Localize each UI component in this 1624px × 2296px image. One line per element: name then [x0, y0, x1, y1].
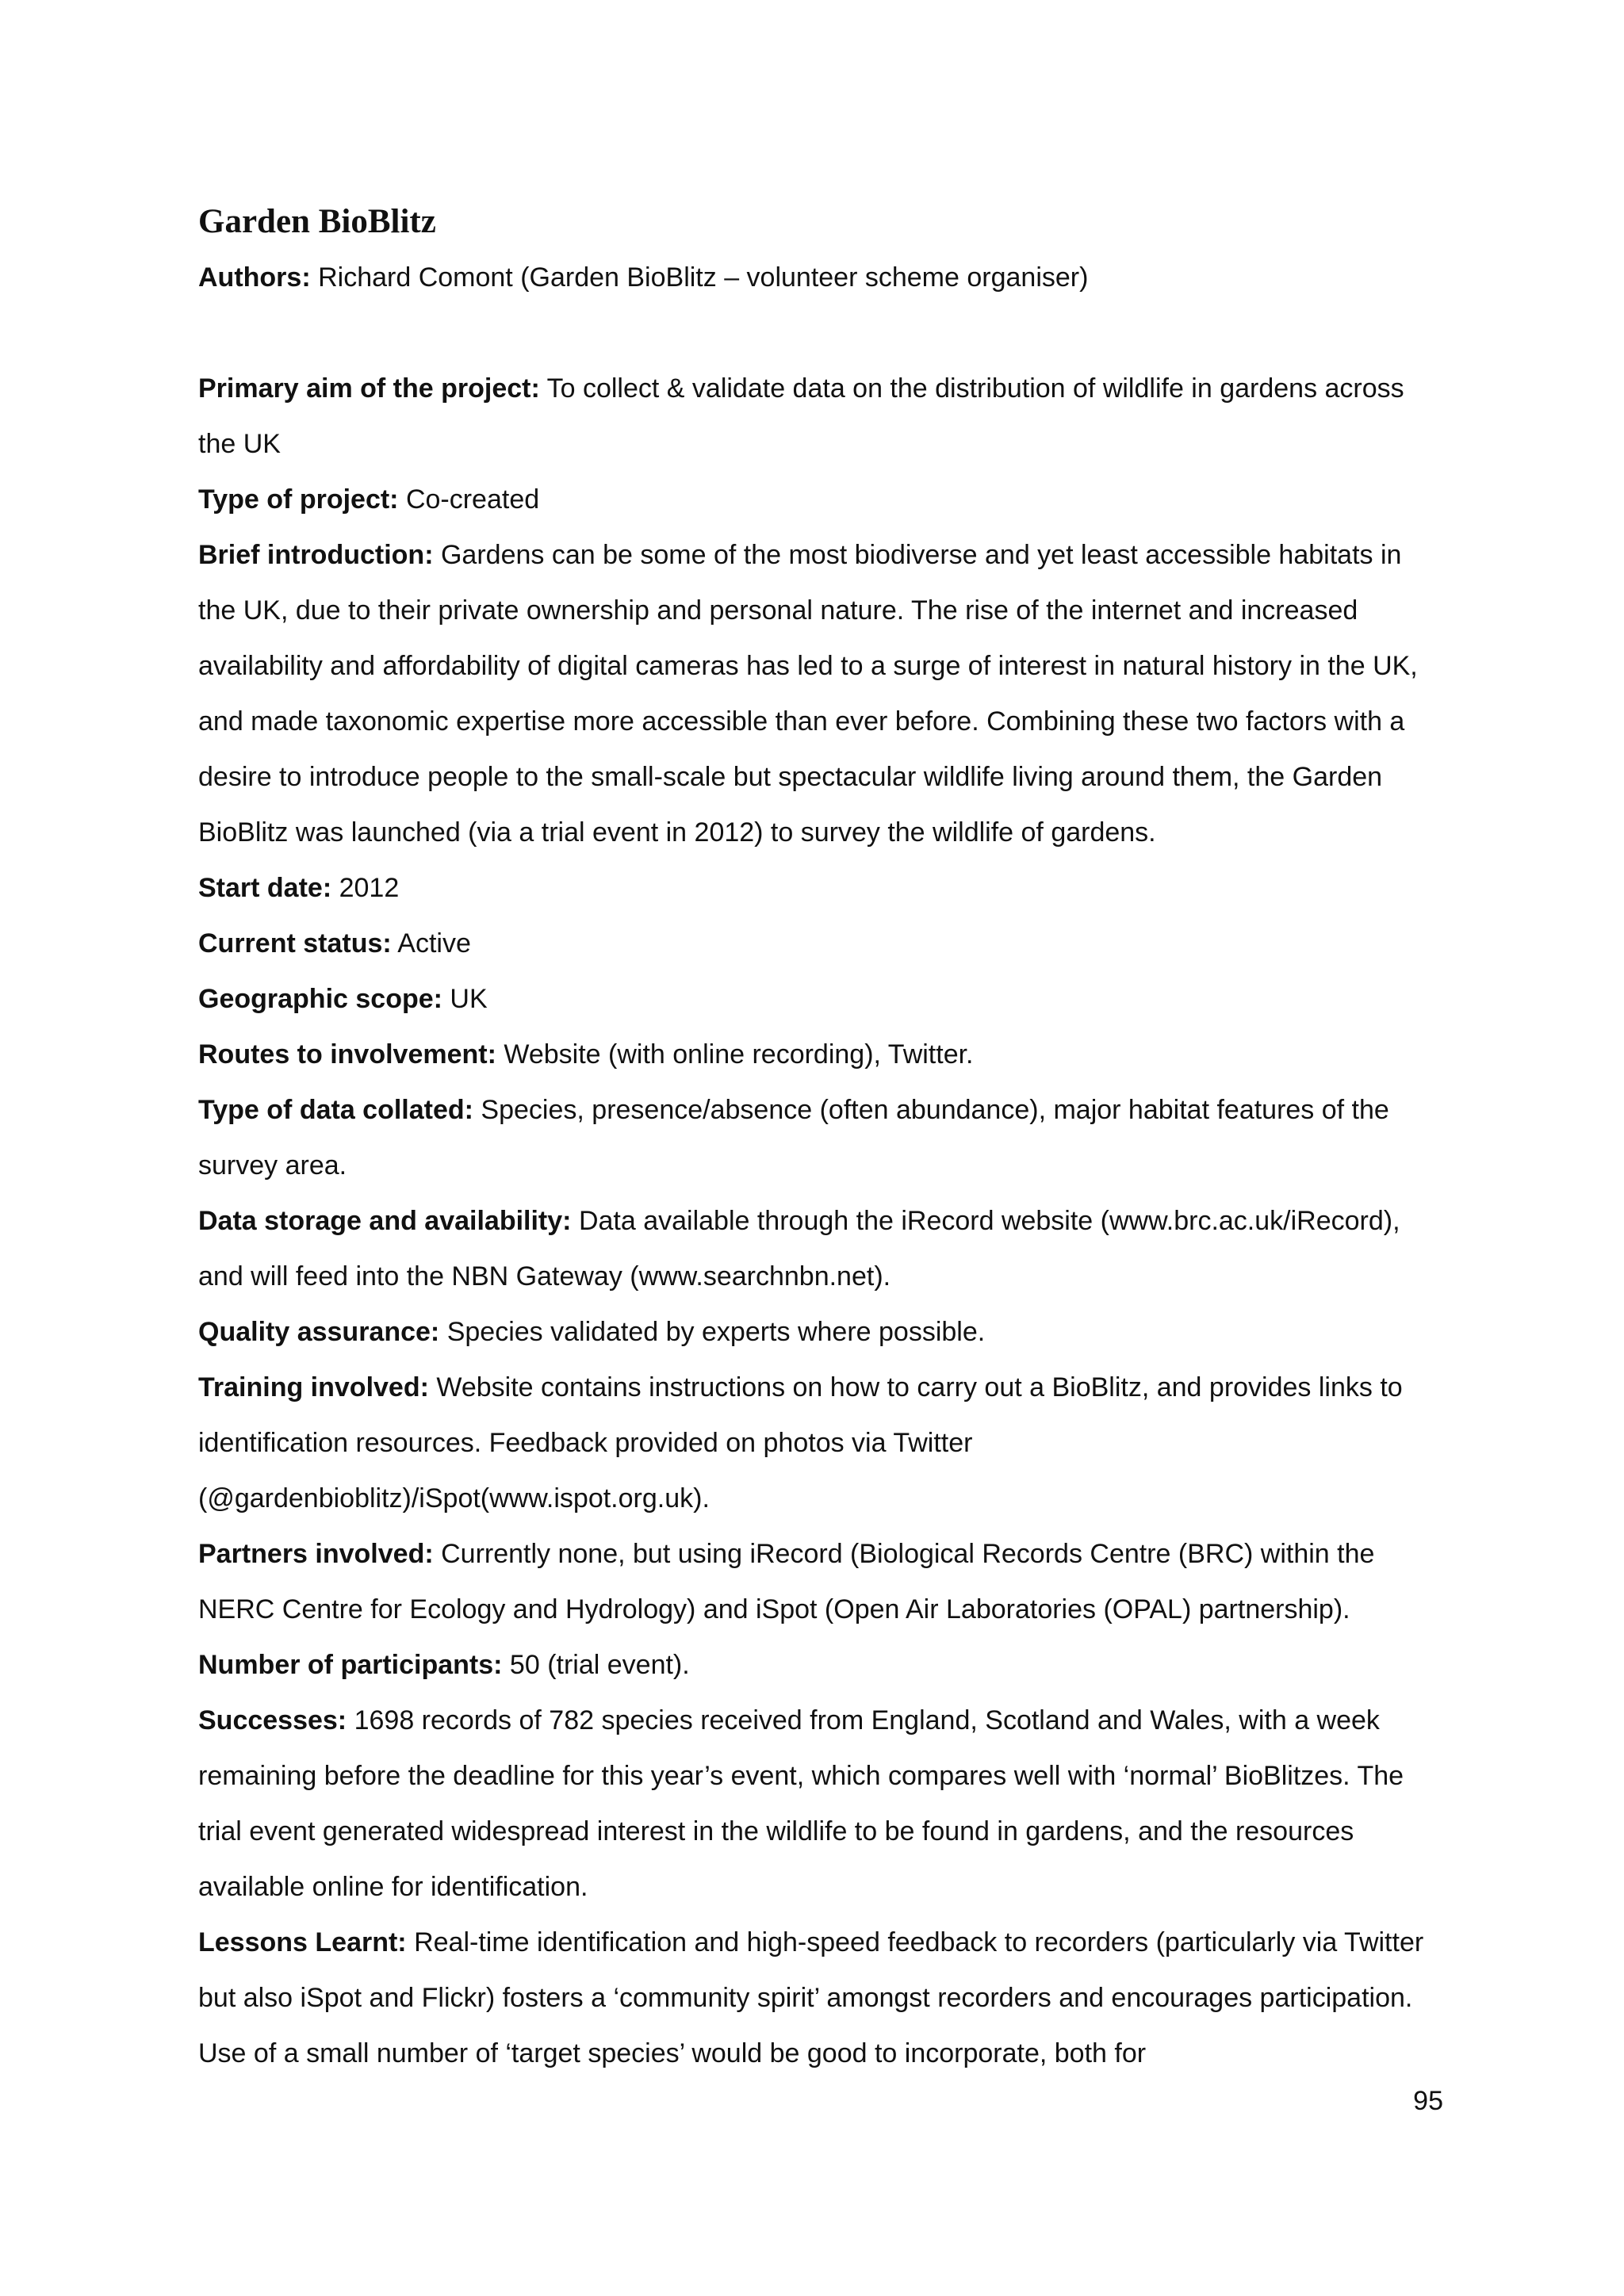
field-type-of-project [198, 472, 1443, 527]
field-value: Species validated by experts where possible. [439, 1317, 986, 1347]
document-page [198, 194, 1443, 2081]
field-number-of-participants [198, 1637, 1443, 1693]
field-primary-aim [198, 361, 1443, 472]
field-value: To collect & validate data on the distribution of wildlife in gardens across the UK [198, 373, 1404, 459]
field-lessons-learnt [198, 1915, 1443, 2081]
field-label: Training involved: [198, 1372, 429, 1402]
field-value: Website (with online recording), Twitter. [496, 1039, 974, 1070]
field-label: Start date: [198, 873, 332, 903]
field-label: Type of data collated: [198, 1095, 473, 1125]
field-label: Brief introduction: [198, 540, 434, 570]
field-label: Geographic scope: [198, 984, 442, 1014]
field-value: Species, presence/absence (often abundance), major habitat features of the survey area. [198, 1095, 1389, 1181]
field-current-status [198, 916, 1443, 971]
field-value: Active [391, 928, 471, 959]
field-label: Primary aim of the project: [198, 373, 540, 404]
field-label: Data storage and availability: [198, 1206, 572, 1236]
field-label: Lessons Learnt: [198, 1927, 407, 1957]
field-value: Currently none, but using iRecord (Biological Records Centre (BRC) within the NERC Centre for Ecology and Hydrology) and iSpot (Open Air Laboratories (OPAL) partnership). [198, 1539, 1375, 1624]
field-quality-assurance [198, 1304, 1443, 1360]
field-training-involved [198, 1360, 1443, 1526]
field-value: Gardens can be some of the most biodiverse and yet least accessible habitats in the UK, due to their private ownership and personal nature. The rise of the internet and increased availability and affordability of digital cameras has led to a surge of interest in natural history in the UK, and made taxonomic expertise more accessible than ever before. Combining these two factors with a desire to introduce people to the small-scale but spectacular wildlife living around them, the Garden BioBlitz was launched (via a trial event in 2012) to survey the wildlife of gardens. [198, 540, 1418, 848]
field-value: 50 (trial event). [502, 1650, 690, 1680]
field-value: Co-created [398, 484, 540, 515]
field-value: Data available through the iRecord website (www.brc.ac.uk/iRecord), and will feed into the NBN Gateway (www.searchnbn.net). [198, 1206, 1400, 1292]
authors-label: Authors: [198, 262, 311, 293]
page-number: 95 [1413, 2086, 1443, 2116]
field-successes [198, 1693, 1443, 1915]
field-value: 1698 records of 782 species received from England, Scotland and Wales, with a week remaining before the deadline for this year’s event, which compares well with ‘normal’ BioBlitzes. The trial event generated widespread interest in the wildlife to be found in gardens, and the resources available online for identification. [198, 1705, 1404, 1902]
field-label: Number of participants: [198, 1650, 503, 1680]
field-partners-involved [198, 1526, 1443, 1637]
field-routes-to-involvement [198, 1027, 1443, 1082]
field-label: Partners involved: [198, 1539, 434, 1569]
field-value: Real-time identification and high-speed feedback to recorders (particularly via Twitter but also iSpot and Flickr) fosters a ‘community spirit’ amongst recorders and encourages participation. Use of a small number of ‘target species’ would be good to incorporate, both for [198, 1927, 1424, 2068]
field-value: Website contains instructions on how to carry out a BioBlitz, and provides links to identification resources. Feedback provided on photos via Twitter (@gardenbioblitz)/iSpot(www.ispot.org.uk). [198, 1372, 1403, 1513]
authors-value: Richard Comont (Garden BioBlitz – volunteer scheme organiser) [310, 262, 1089, 293]
authors-line [198, 250, 1443, 305]
field-start-date [198, 860, 1443, 916]
field-geographic-scope [198, 971, 1443, 1027]
field-label: Type of project: [198, 484, 399, 515]
field-label: Routes to involvement: [198, 1039, 496, 1070]
field-label: Current status: [198, 928, 392, 959]
field-brief-introduction [198, 527, 1443, 860]
field-label: Successes: [198, 1705, 347, 1735]
page-title: Garden BioBlitz [198, 203, 436, 240]
field-value: UK [442, 984, 488, 1014]
field-value: 2012 [331, 873, 400, 903]
field-data-storage [198, 1193, 1443, 1304]
field-label: Quality assurance: [198, 1317, 440, 1347]
field-type-of-data [198, 1082, 1443, 1193]
